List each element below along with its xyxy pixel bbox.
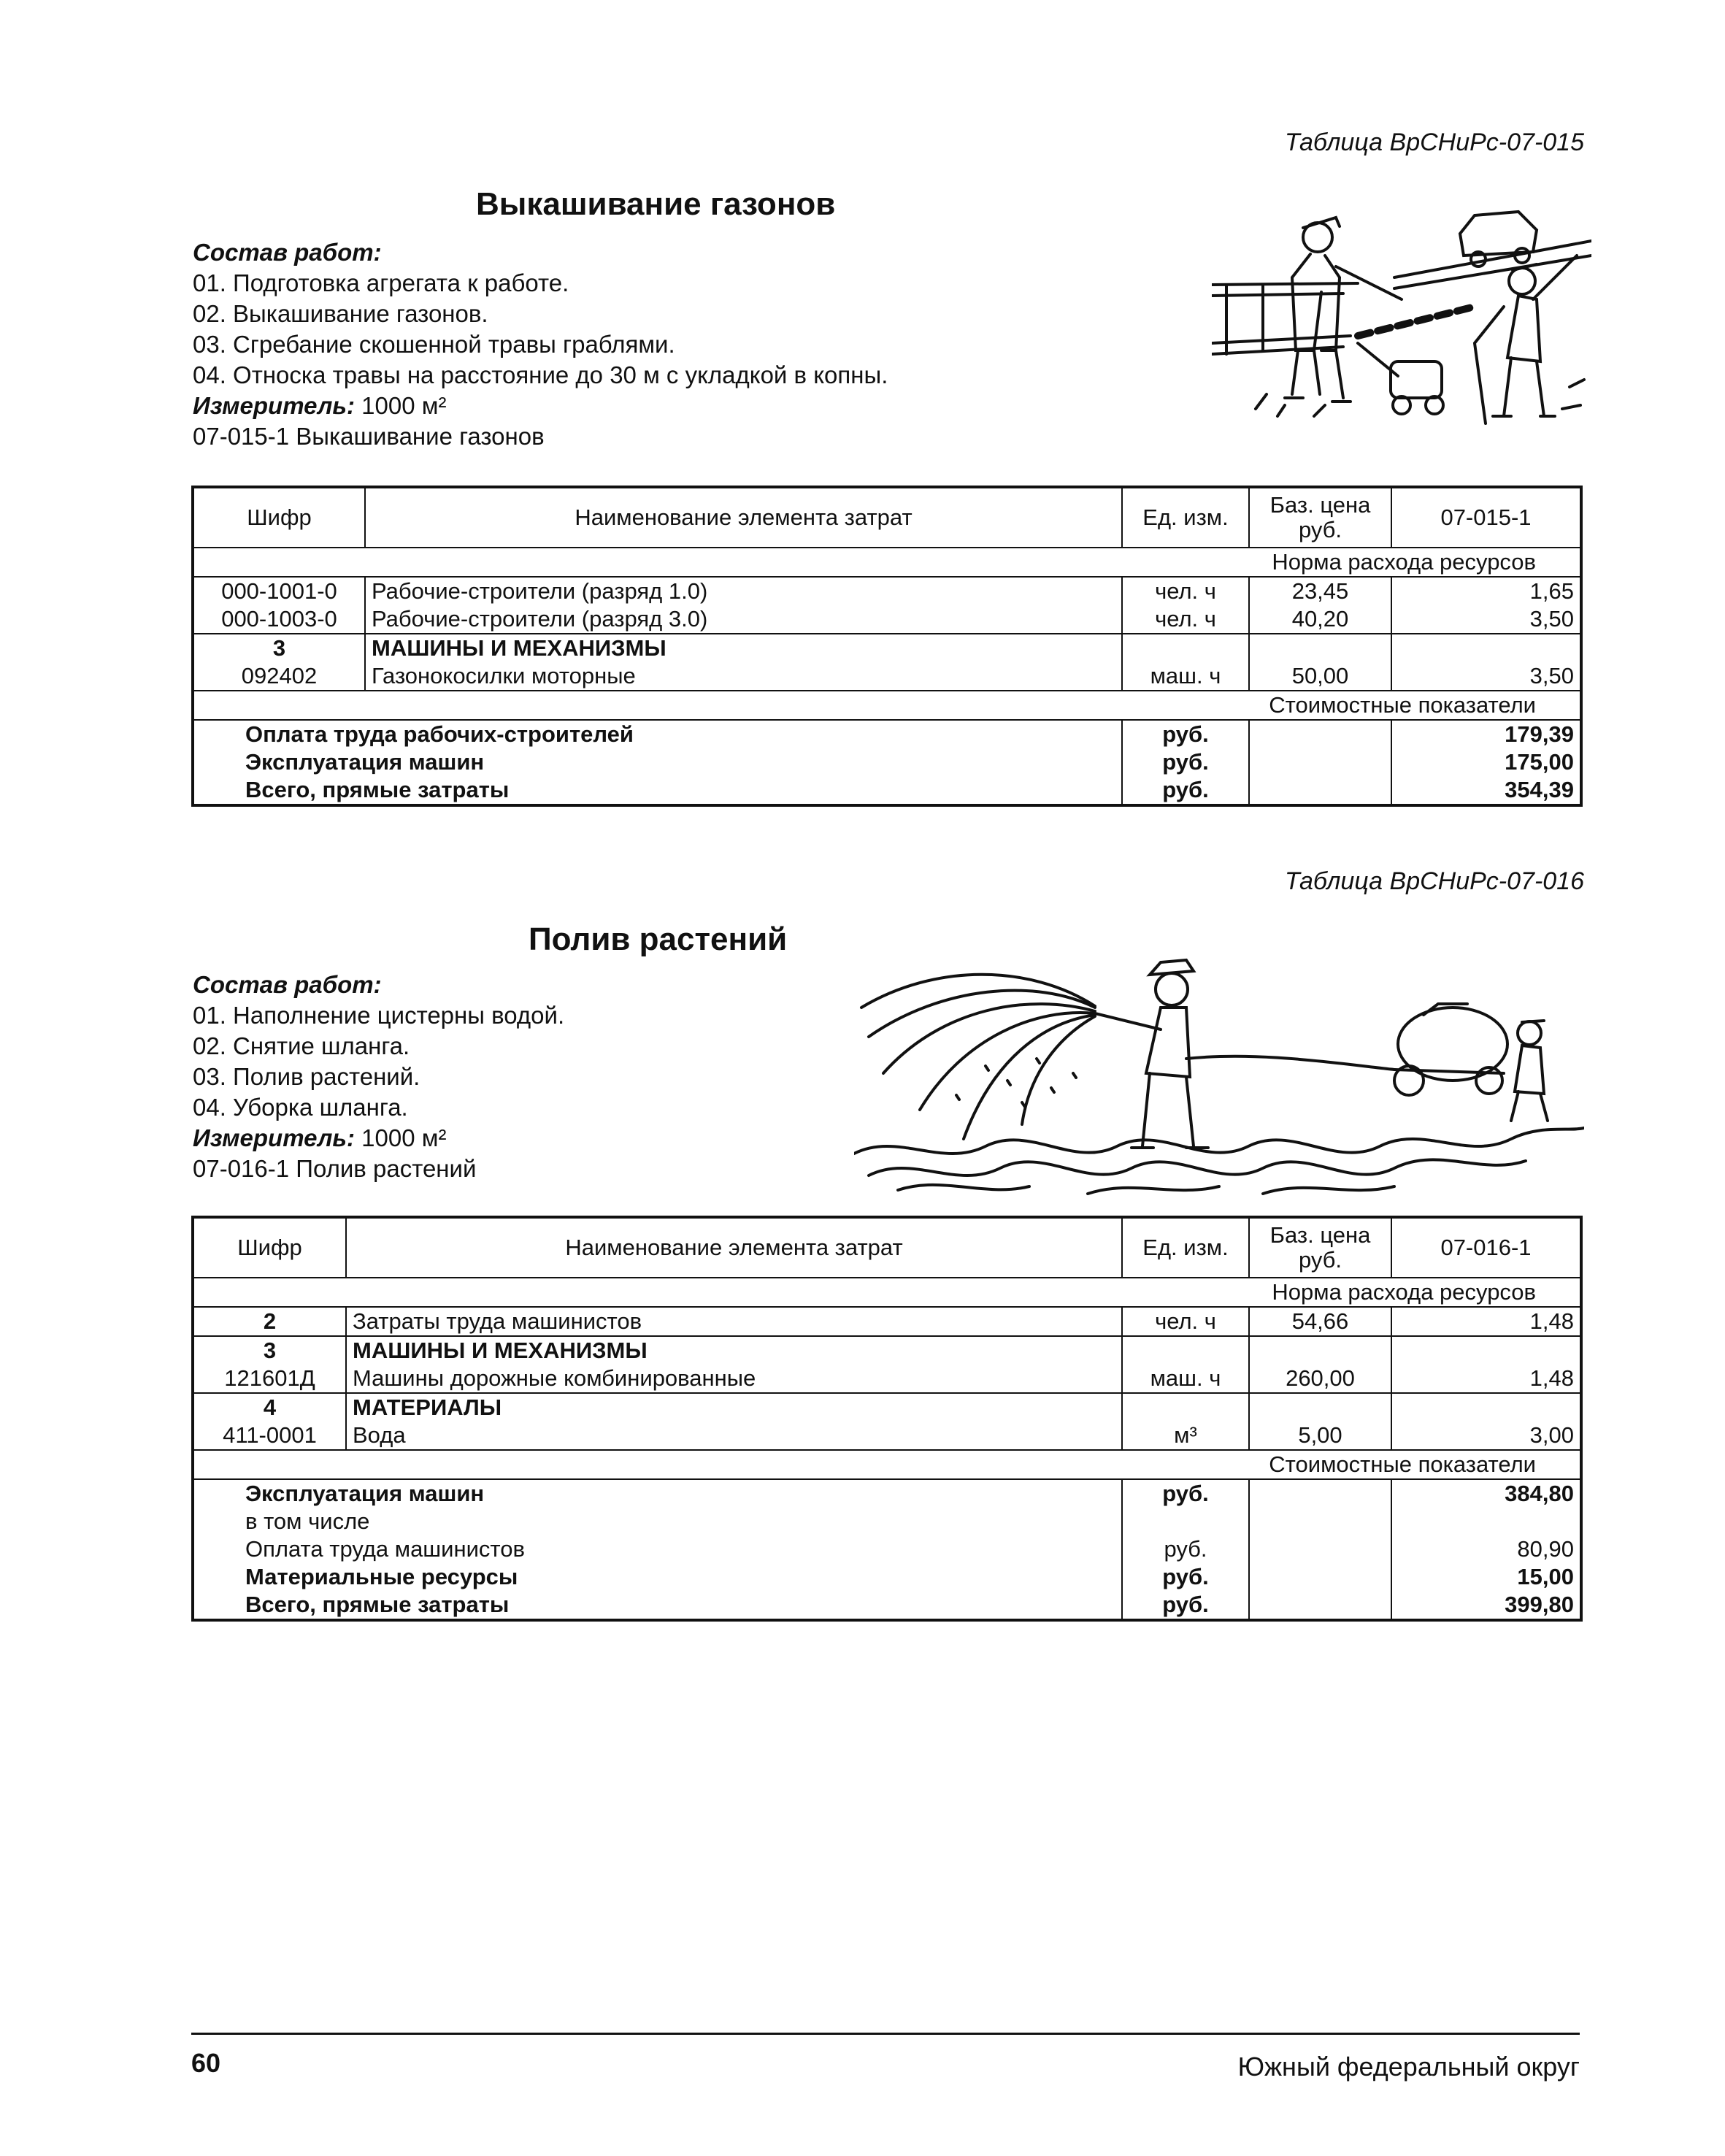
cell-norm: 1,48 [1391, 1365, 1581, 1393]
cell-code: 121601Д [193, 1365, 346, 1393]
cell-group-name: МАТЕРИАЛЫ [346, 1393, 1122, 1422]
table-header-row [193, 1217, 1581, 1278]
total-row [193, 1535, 1581, 1563]
cell-price: 40,20 [1249, 605, 1391, 634]
total-value: 399,80 [1391, 1591, 1581, 1620]
cell-name: Затраты труда машинистов [346, 1307, 1122, 1336]
cell-norm: 3,50 [1391, 605, 1581, 634]
total-row [193, 1591, 1581, 1620]
cost-caption: Стоимостные показатели [193, 1450, 1581, 1479]
composition-label: Состав работ: [193, 971, 382, 998]
header-code: Шифр [193, 1217, 346, 1278]
work-composition-016 [193, 970, 564, 1184]
cell-price: 54,66 [1249, 1307, 1391, 1336]
header-unit: Ед. изм. [1122, 487, 1249, 548]
cell-name: Машины дорожные комбинированные [346, 1365, 1122, 1393]
total-unit: руб. [1122, 1479, 1249, 1508]
cell-name: Рабочие-строители (разряд 3.0) [365, 605, 1122, 634]
total-row [193, 1479, 1581, 1508]
table-row [193, 577, 1581, 605]
total-unit [1122, 1508, 1249, 1535]
step-item: 01. Подготовка агрегата к работе. [193, 269, 569, 296]
mowing-illustration [1212, 197, 1591, 431]
cell-group-name: МАШИНЫ И МЕХАНИЗМЫ [346, 1336, 1122, 1365]
total-unit: руб. [1122, 720, 1249, 748]
header-code: Шифр [193, 487, 365, 548]
norm-caption-row [193, 548, 1581, 577]
total-value: 175,00 [1391, 748, 1581, 776]
header-name: Наименование элемента затрат [346, 1217, 1122, 1278]
group-row [193, 1336, 1581, 1365]
total-row [193, 1563, 1581, 1591]
section-title-mowing: Выкашивание газонов [476, 186, 836, 222]
table-label-016: Таблица ВрСНиРс-07-016 [1284, 867, 1584, 895]
cell-group-name: МАШИНЫ И МЕХАНИЗМЫ [365, 634, 1122, 662]
work-composition-015 [193, 237, 888, 452]
group-row [193, 634, 1581, 662]
norm-caption-row [193, 1278, 1581, 1307]
total-value: 179,39 [1391, 720, 1581, 748]
cost-caption-row [193, 691, 1581, 720]
total-unit: руб. [1122, 1535, 1249, 1563]
header-unit: Ед. изм. [1122, 1217, 1249, 1278]
cell-price: 23,45 [1249, 577, 1391, 605]
table-row [193, 1307, 1581, 1336]
total-label: Материальные ресурсы [193, 1563, 1122, 1591]
step-item: 03. Сгребание скошенной травы граблями. [193, 331, 675, 358]
code-line: 07-016-1 Полив растений [193, 1155, 477, 1182]
cell-name: Газонокосилки моторные [365, 662, 1122, 691]
cell-norm: 1,48 [1391, 1307, 1581, 1336]
cell-code: 3 [193, 1336, 346, 1365]
step-item: 02. Снятие шланга. [193, 1032, 410, 1059]
step-item: 04. Уборка шланга. [193, 1094, 408, 1121]
total-row [193, 1508, 1581, 1535]
total-label: в том числе [193, 1508, 1122, 1535]
composition-label: Состав работ: [193, 239, 382, 266]
header-price: Баз. цена руб. [1249, 487, 1391, 548]
table-row [193, 1422, 1581, 1450]
section-title-watering: Полив растений [529, 921, 788, 957]
total-unit: руб. [1122, 776, 1249, 805]
cell-code: 000-1001-0 [193, 577, 365, 605]
meter-line: Измеритель: 1000 м² [193, 1124, 447, 1151]
cell-unit: чел. ч [1122, 577, 1249, 605]
watering-illustration [854, 935, 1584, 1197]
cell-code: 092402 [193, 662, 365, 691]
cost-caption: Стоимостные показатели [193, 691, 1581, 720]
total-label: Эксплуатация машин [193, 748, 1122, 776]
header-price: Баз. цена руб. [1249, 1217, 1391, 1278]
total-unit: руб. [1122, 748, 1249, 776]
step-item: 04. Относка травы на расстояние до 30 м с укладкой в копны. [193, 361, 888, 388]
total-value: 354,39 [1391, 776, 1581, 805]
total-value: 80,90 [1391, 1535, 1581, 1563]
total-row [193, 748, 1581, 776]
cell-name: Вода [346, 1422, 1122, 1450]
meter-line: Измеритель: 1000 м² [193, 392, 447, 419]
group-row [193, 1393, 1581, 1422]
total-label: Оплата труда рабочих-строителей [193, 720, 1122, 748]
header-name: Наименование элемента затрат [365, 487, 1122, 548]
cell-norm: 3,50 [1391, 662, 1581, 691]
cell-code: 2 [193, 1307, 346, 1336]
step-item: 03. Полив растений. [193, 1063, 420, 1090]
norm-caption: Норма расхода ресурсов [193, 1278, 1581, 1307]
total-label: Всего, прямые затраты [193, 776, 1122, 805]
cell-price: 260,00 [1249, 1365, 1391, 1393]
total-unit: руб. [1122, 1591, 1249, 1620]
total-row [193, 776, 1581, 805]
norm-table-016 [191, 1216, 1583, 1622]
norm-caption: Норма расхода ресурсов [193, 548, 1581, 577]
cell-price: 5,00 [1249, 1422, 1391, 1450]
total-unit: руб. [1122, 1563, 1249, 1591]
step-item: 01. Наполнение цистерны водой. [193, 1002, 565, 1029]
cell-unit: маш. ч [1122, 1365, 1249, 1393]
footer-region: Южный федеральный округ [1237, 2052, 1580, 2082]
table-row [193, 605, 1581, 634]
norm-table-015 [191, 486, 1583, 807]
header-norm: 07-016-1 [1391, 1217, 1581, 1278]
cell-price: 50,00 [1249, 662, 1391, 691]
code-line: 07-015-1 Выкашивание газонов [193, 423, 545, 450]
table-row [193, 662, 1581, 691]
cell-norm: 3,00 [1391, 1422, 1581, 1450]
table-label-015: Таблица ВрСНиРс-07-015 [1284, 128, 1584, 156]
total-value: 384,80 [1391, 1479, 1581, 1508]
cell-unit: м³ [1122, 1422, 1249, 1450]
total-label: Эксплуатация машин [193, 1479, 1122, 1508]
cell-unit: чел. ч [1122, 605, 1249, 634]
cost-caption-row [193, 1450, 1581, 1479]
total-label: Всего, прямые затраты [193, 1591, 1122, 1620]
total-value: 15,00 [1391, 1563, 1581, 1591]
footer-divider [191, 2033, 1580, 2035]
total-value [1391, 1508, 1581, 1535]
cell-code: 000-1003-0 [193, 605, 365, 634]
cell-code: 411-0001 [193, 1422, 346, 1450]
table-header-row [193, 487, 1581, 548]
header-norm: 07-015-1 [1391, 487, 1581, 548]
total-row [193, 720, 1581, 748]
table-row [193, 1365, 1581, 1393]
cell-name: Рабочие-строители (разряд 1.0) [365, 577, 1122, 605]
cell-code: 3 [193, 634, 365, 662]
total-label: Оплата труда машинистов [193, 1535, 1122, 1563]
cell-code: 4 [193, 1393, 346, 1422]
cell-unit: чел. ч [1122, 1307, 1249, 1336]
cell-norm: 1,65 [1391, 577, 1581, 605]
cell-unit: маш. ч [1122, 662, 1249, 691]
page-number: 60 [191, 2048, 221, 2078]
step-item: 02. Выкашивание газонов. [193, 300, 488, 327]
